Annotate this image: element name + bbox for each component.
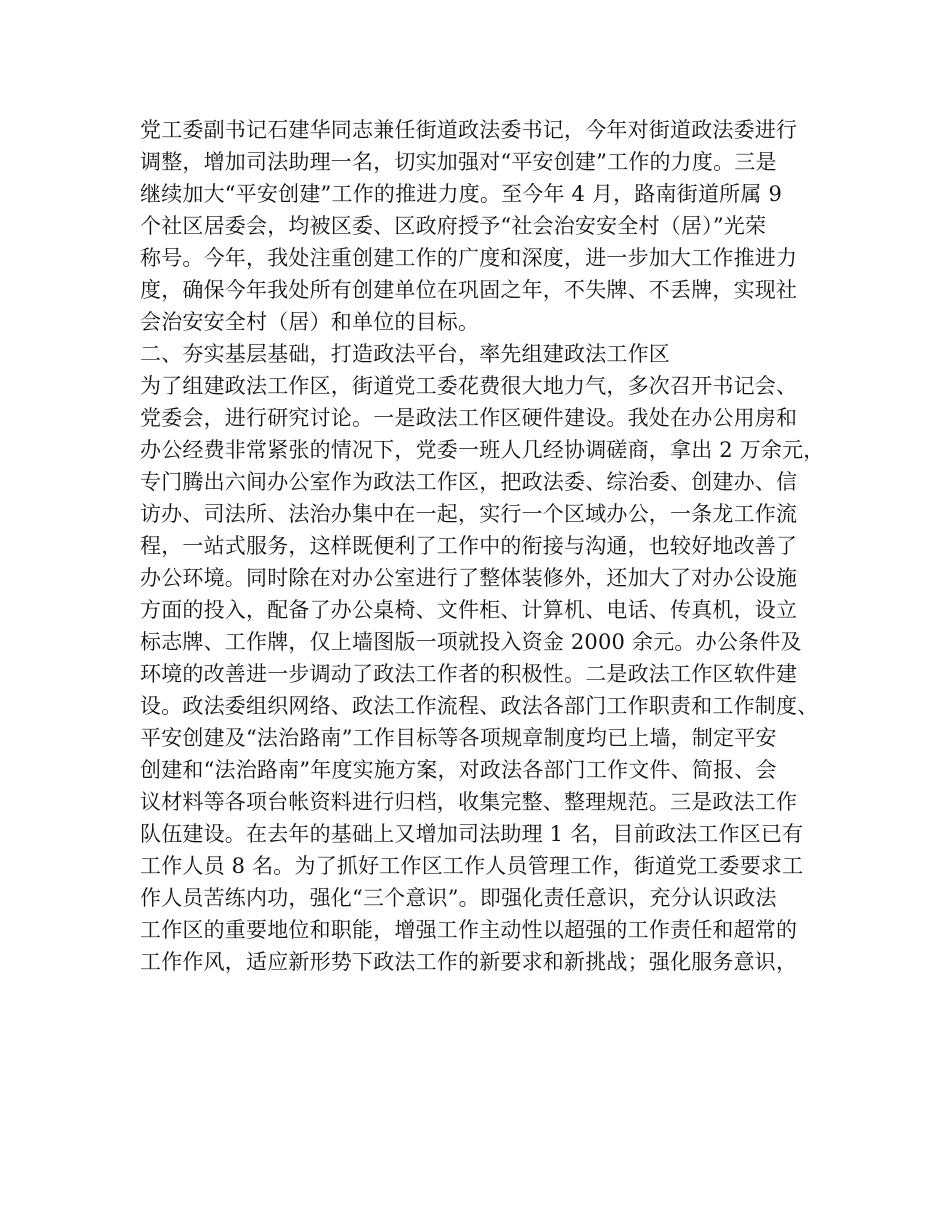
text-line: 称号。今年，我处注重创建工作的广度和深度，进一步加大工作推进力 <box>140 246 798 270</box>
body-text <box>140 114 840 978</box>
text-line: 个社区居委会，均被区委、区政府授予“社会治安安全村（居）”光荣 <box>140 214 767 238</box>
text-line: 工作作风，适应新形势下政法工作的新要求和新挑战；强化服务意识， <box>140 950 798 974</box>
text-line: 作人员苦练内功，强化“三个意识”。即强化责任意识，充分认识政法 <box>140 886 777 910</box>
text-line: 议材料等各项台帐资料进行归档，收集完整、整理规范。三是政法工作 <box>140 790 798 814</box>
text-line: 党委会，进行研究讨论。一是政法工作区硬件建设。我处在办公用房和 <box>140 406 798 430</box>
text-line: 队伍建设。在去年的基础上又增加司法助理 1 名，目前政法工作区已有 <box>140 822 804 846</box>
section-heading: 二、夯实基层基础，打造政法平台，率先组建政法工作区 <box>140 342 670 366</box>
text-line: 环境的改善进一步调动了政法工作者的积极性。二是政法工作区软件建 <box>140 662 798 686</box>
text-line: 办公环境。同时除在对办公室进行了整体装修外，还加大了对办公设施 <box>140 566 798 590</box>
text-line: 标志牌、工作牌，仅上墙图版一项就投入资金 2000 余元。办公条件及 <box>140 630 802 654</box>
text-line: 工作区的重要地位和职能，增强工作主动性以超强的工作责任和超常的 <box>140 918 798 942</box>
text-line: 方面的投入，配备了办公桌椅、文件柜、计算机、电话、传真机，设立 <box>140 598 798 622</box>
text-line: 工作人员 8 名。为了抓好工作区工作人员管理工作，街道党工委要求工 <box>140 854 804 878</box>
text-line: 办公经费非常紧张的情况下，党委一班人几经协调磋商，拿出 2 万余元， <box>140 438 825 462</box>
text-line: 调整，增加司法助理一名，切实加强对“平安创建”工作的力度。三是 <box>140 150 777 174</box>
text-line: 访办、司法所、法治办集中在一起，实行一个区域办公，一条龙工作流 <box>140 502 798 526</box>
text-line: 为了组建政法工作区，街道党工委花费很大地力气，多次召开书记会、 <box>140 374 798 398</box>
text-line: 专门腾出六间办公室作为政法工作区，把政法委、综治委、创建办、信 <box>140 470 798 494</box>
text-line: 创建和“法治路南”年度实施方案，对政法各部门工作文件、简报、会 <box>140 758 777 782</box>
text-line: 党工委副书记石建华同志兼任街道政法委书记，今年对街道政法委进行 <box>140 118 798 142</box>
text-line: 程，一站式服务，这样既便利了工作中的衔接与沟通，也较好地改善了 <box>140 534 798 558</box>
text-line: 平安创建及“法治路南”工作目标等各项规章制度均已上墙，制定平安 <box>140 726 777 750</box>
text-line: 设。政法委组织网络、政法工作流程、政法各部门工作职责和工作制度、 <box>140 694 819 718</box>
text-line: 会治安安全村（居）和单位的目标。 <box>140 310 480 334</box>
text-line: 继续加大“平安创建”工作的推进力度。至今年 4 月，路南街道所属 9 <box>140 182 783 206</box>
text-line: 度，确保今年我处所有创建单位在巩固之年，不失牌、不丢牌，实现社 <box>140 278 798 302</box>
